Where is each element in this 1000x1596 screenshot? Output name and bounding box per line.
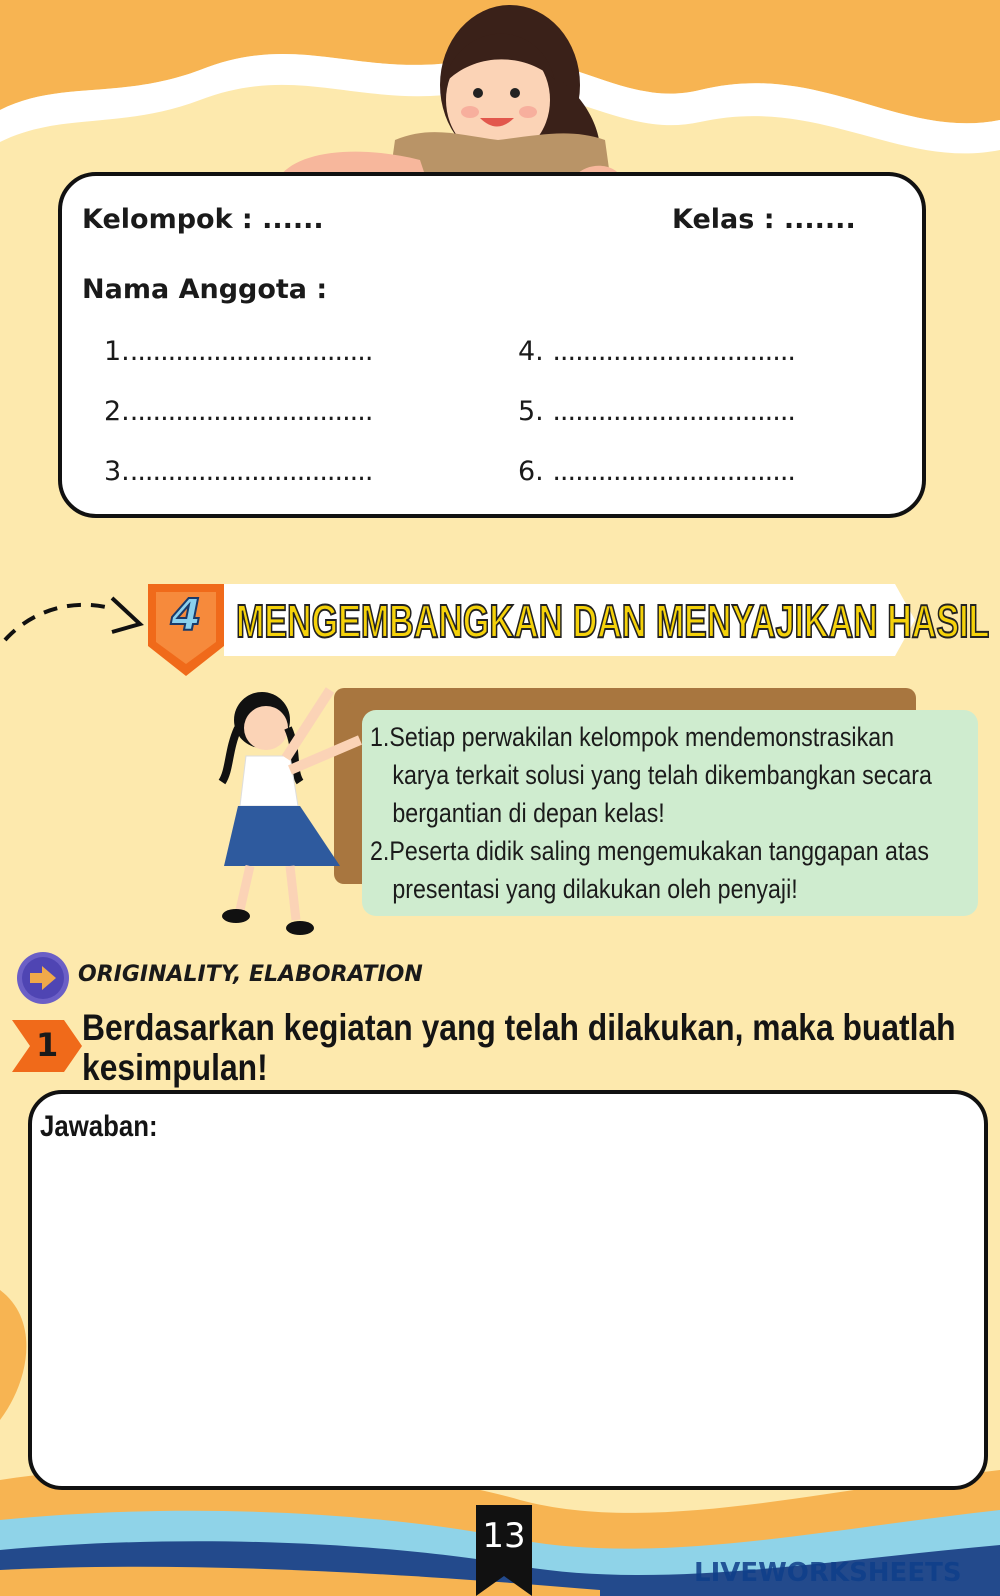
instruction-1 — [370, 718, 932, 832]
member-number: 1. — [104, 336, 130, 367]
class-label: Kelas : ....... — [672, 204, 856, 235]
member-name-field[interactable]: ................................ — [552, 396, 795, 427]
page-number: 13 — [482, 1516, 526, 1556]
member-number: 4. — [518, 336, 553, 367]
question-number-badge: 1 — [36, 1026, 59, 1064]
skills-label: ORIGINALITY, ELABORATION — [78, 962, 423, 987]
section-number-badge: 4 — [170, 590, 202, 641]
arrow-right-icon — [28, 964, 58, 992]
member-name-field[interactable]: ................................ — [552, 456, 795, 487]
group-label: Kelompok : ...... — [82, 204, 324, 235]
instruction-line: 2.Peserta didik saling mengemukakan tanggapan atas — [370, 836, 929, 866]
members-label: Nama Anggota : — [82, 274, 328, 305]
member-name-field[interactable]: ................................ — [129, 336, 373, 367]
question-line-1: Berdasarkan kegiatan yang telah dilakukan, maka buatlah — [82, 1007, 956, 1048]
member-number: 5. — [518, 396, 553, 427]
instruction-line: presentasi yang dilakukan oleh penyaji! — [392, 874, 798, 904]
answer-box[interactable] — [28, 1090, 988, 1490]
member-number: 3. — [104, 456, 130, 487]
member-row-6[interactable] — [518, 456, 795, 487]
section-title: MENGEMBANGKAN DAN MENYAJIKAN HASIL — [236, 595, 990, 647]
instruction-line: bergantian di depan kelas! — [392, 798, 665, 828]
member-row-2[interactable] — [104, 396, 372, 427]
member-number: 6. — [518, 456, 553, 487]
member-row-5[interactable] — [518, 396, 795, 427]
instruction-2 — [370, 832, 929, 908]
member-row-4[interactable] — [518, 336, 795, 367]
answer-label: Jawaban: — [40, 1110, 158, 1143]
instruction-line: karya terkait solusi yang telah dikembangkan secara — [392, 760, 932, 790]
member-name-field[interactable]: ................................ — [129, 396, 373, 427]
question-line-2: kesimpulan! — [82, 1047, 268, 1088]
member-name-field[interactable]: ................................ — [129, 456, 373, 487]
liveworksheets-watermark: LIVEWORKSHEETS — [694, 1558, 962, 1588]
member-number: 2. — [104, 396, 130, 427]
member-row-3[interactable] — [104, 456, 372, 487]
member-name-field[interactable]: ................................ — [552, 336, 795, 367]
instruction-line: 1.Setiap perwakilan kelompok mendemonstrasikan — [370, 722, 895, 752]
member-row-1[interactable] — [104, 336, 372, 367]
question-text — [82, 1008, 956, 1088]
